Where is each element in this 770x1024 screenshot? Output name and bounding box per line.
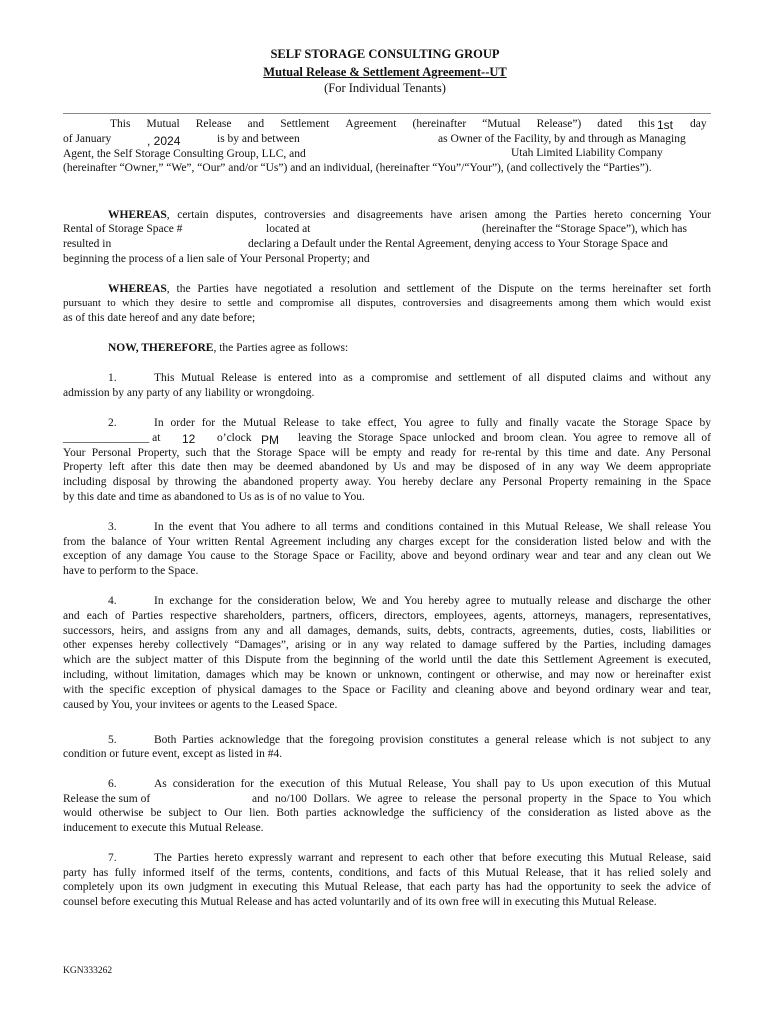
agreement-title: Mutual Release & Settlement Agreement--UT — [263, 65, 507, 79]
intro-word: This — [110, 118, 131, 130]
section-5-line-1: Both Parties acknowledge that the foregoing provision constitutes a general release which is not subject to any — [154, 734, 711, 746]
whereas2-line-2: pursuant to which they desire to settle and compromise all disputes, controversies and disagreements among them which would exist — [63, 297, 711, 309]
day-field[interactable]: 1st — [657, 118, 674, 132]
section-1-number: 1. — [108, 372, 117, 384]
section-2-line-2-rest: leaving the Storage Space unlocked and broom clean. You agree to remove all of — [298, 432, 711, 444]
section-3-line-3: exception of any damage You cause to the Storage Space or Facility, above and beyond ordinary wear and tear and any clean out We — [63, 550, 711, 562]
section-7-number: 7. — [108, 852, 117, 864]
section-2-date-blank: _______________ at — [63, 432, 161, 444]
section-3-line-1: In the event that You adhere to all terms and conditions contained in this Mutual Release, We shall release You — [154, 521, 711, 533]
hour-field[interactable]: 12 — [182, 432, 196, 446]
section-2-line-3: Your Personal Property, such that the Storage Space will be empty and ready for re-rental by this time and date. Any Personal — [63, 447, 711, 459]
section-3-line-4: have to perform to the Space. — [63, 565, 199, 577]
intro-word: this — [638, 118, 655, 130]
now-therefore-text: , the Parties agree as follows: — [213, 342, 349, 354]
document-code: KGN333262 — [63, 966, 113, 976]
intro-owner: as Owner of the Facility, by and through as Managing — [438, 133, 686, 145]
agreement-subtitle: (For Individual Tenants) — [324, 81, 446, 95]
whereas1-storage-space: (hereinafter the “Storage Space”), which has — [482, 223, 687, 235]
org-heading: SELF STORAGE CONSULTING GROUP — [270, 47, 500, 61]
intro-between: is by and between — [217, 133, 300, 145]
section-2-line-6: by this date and time as abandoned to Us as is of no value to You. — [63, 491, 365, 503]
section-7-line-4: counsel before executing this Mutual Release and has acted voluntarily and of its own free will in executing this Mutual Release. — [63, 896, 657, 908]
section-2-line-4: Property left after this date then may be deemed abandoned by Us and may be disposed of in any way We deem appropriate — [63, 461, 711, 473]
intro-word: Mutual — [146, 118, 180, 130]
whereas1-line-1 — [108, 208, 711, 222]
section-4-line-5: which are the subject matter of this Dispute from the beginning of the world until the date this Settlement Agreement is executed, — [63, 654, 711, 666]
section-7-line-1: The Parties hereto expressly warrant and represent to each other that before executing this Mutual Release, said — [154, 852, 711, 864]
whereas-label: WHEREAS — [108, 283, 167, 295]
intro-word: Release — [195, 118, 232, 130]
section-6-dollars: and no/100 Dollars. We agree to release the personal property in the Space to You which — [252, 793, 711, 805]
header-divider — [63, 113, 711, 114]
now-therefore-label: NOW, THEREFORE — [108, 342, 214, 354]
section-4-line-7: with the specific exception of physical damages to the Space or Facility and cleaning above and beyond ordinary wear and tear, — [63, 684, 711, 696]
intro-word: and — [247, 118, 265, 130]
intro-word: (hereinafter — [412, 118, 467, 130]
section-4-line-1: In exchange for the consideration below, We and You hereby agree to mutually release and discharge the other — [154, 595, 711, 607]
section-4-line-2: and each of Parties respective shareholders, partners, officers, directors, employees, agents, attorneys, managers, representatives, — [63, 610, 711, 622]
section-3-number: 3. — [108, 521, 117, 533]
section-4-line-3: successors, heirs, and assigns from any and all damages, demands, suits, debts, contracts, agreements, duties, costs, liabilities or — [63, 625, 711, 637]
intro-word: Agreement — [345, 118, 397, 130]
whereas1-default: declaring a Default under the Rental Agreement, denying access to Your Storage Space and — [248, 238, 668, 250]
section-2-number: 2. — [108, 417, 117, 429]
section-1-line-1: This Mutual Release is entered into as a compromise and settlement of all disputed claims and without any — [154, 372, 711, 384]
section-4-number: 4. — [108, 595, 117, 607]
intro-parties: (hereinafter “Owner,” “We”, “Our” and/or “Us”) and an individual, (hereinafter “You”/“Your”), (and collectively the “Parties”). — [63, 162, 652, 174]
section-5-line-2: condition or future event, except as listed in #4. — [63, 748, 283, 760]
intro-word: “Mutual — [482, 118, 521, 130]
section-7-line-3: completely upon its own judgment in executing this Mutual Release, that each party has had the opportunity to seek the advice of — [63, 881, 711, 893]
section-6-line-1: As consideration for the execution of this Mutual Release, You shall pay to Us upon execution of this Mutual — [154, 778, 711, 790]
section-7-line-2: party has fully informed itself of the terms, contents, conditions, and facts of this Mutual Release, that it has relied solely and — [63, 867, 711, 879]
section-6-line-3: would otherwise be subject to Our lien. Both parties acknowledge the sufficiency of the consideration as listed above as the — [63, 807, 711, 819]
intro-line-1 — [110, 117, 655, 131]
section-2-oclock: o’clock — [217, 432, 252, 444]
intro-of-month: of January — [63, 133, 112, 145]
whereas2-line-1 — [108, 282, 711, 296]
section-3-line-2: from the balance of Your written Rental Agreement including any charges except for the consideration listed below and with the — [63, 536, 711, 548]
intro-word: Settlement — [280, 118, 330, 130]
day-word: day — [690, 118, 707, 130]
now-therefore — [108, 341, 348, 355]
whereas1-space-label: Rental of Storage Space # — [63, 223, 183, 235]
section-1-line-2: admission by any party of any liability or wrongdoing. — [63, 387, 315, 399]
section-2-line-1: In order for the Mutual Release to take effect, You agree to fully and finally vacate the Storage Space by — [154, 417, 711, 429]
whereas2-line-3: as of this date hereof and any date before; — [63, 312, 256, 324]
year-field[interactable]: , 2024 — [147, 134, 181, 148]
section-4-line-6: including, without limitation, damages which may be known or unknown, contingent or otherwise, and may now or hereinafter exist — [63, 669, 711, 681]
intro-word: dated — [597, 118, 623, 130]
intro-company: Utah Limited Liability Company — [511, 147, 663, 159]
section-5-number: 5. — [108, 734, 117, 746]
whereas1-located: located at — [266, 223, 311, 235]
section-4-line-4: other expenses hereby collectively “Damages”, arising or in any way related to damage suffered by the Parties, including damages — [63, 639, 711, 651]
section-6-sum-label: Release the sum of — [63, 793, 151, 805]
section-2-line-5: including disposal by throwing the abandoned property away. You hereby declare any Personal Property remaining in the Space — [63, 476, 711, 488]
whereas-label: WHEREAS — [108, 209, 167, 221]
section-6-number: 6. — [108, 778, 117, 790]
whereas1-resulted: resulted in — [63, 238, 112, 250]
intro-agent: Agent, the Self Storage Consulting Group, LLC, and — [63, 148, 306, 160]
section-4-line-8: caused by You, your invitees or agents to the Leased Space. — [63, 699, 338, 711]
section-6-line-4: inducement to execute this Mutual Release. — [63, 822, 264, 834]
intro-word: Release”) — [536, 118, 582, 130]
ampm-field[interactable]: PM — [261, 433, 279, 447]
whereas2-text: , the Parties have negotiated a resolution and settlement of the Dispute on the terms hereinafter set forth — [166, 283, 711, 295]
whereas1-text: , certain disputes, controversies and disagreements have arisen among the Parties hereto concerning Your — [166, 209, 711, 221]
whereas1-line-4: beginning the process of a lien sale of Your Personal Property; and — [63, 253, 370, 265]
